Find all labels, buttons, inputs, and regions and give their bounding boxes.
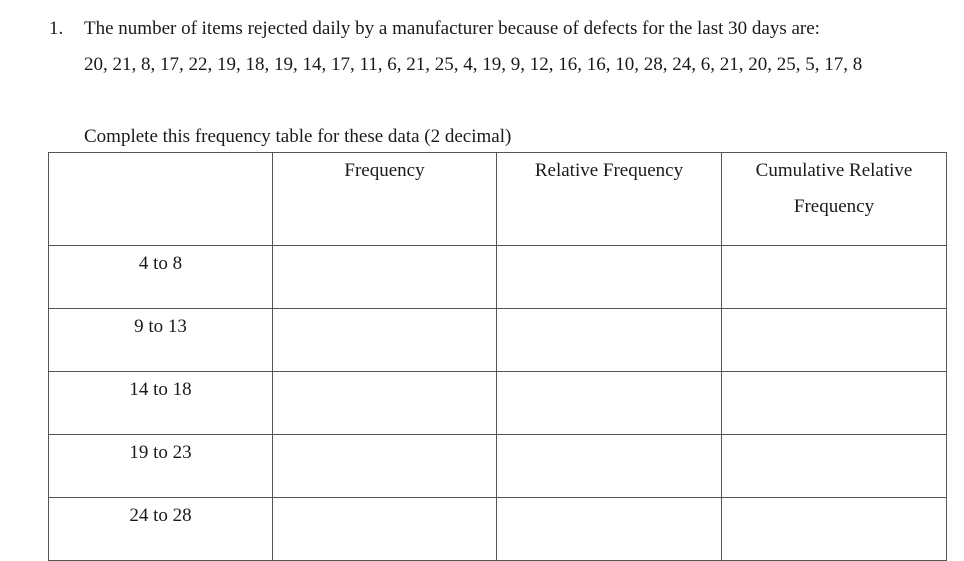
- question-data-values: 20, 21, 8, 17, 22, 19, 18, 19, 14, 17, 11, 6, 21, 25, 4, 19, 9, 12, 16, 16, 10, 28, 24, 6, 21, 20, 25, 5, 17, 8: [84, 54, 863, 75]
- relative-frequency-cell[interactable]: [497, 435, 722, 498]
- relative-frequency-cell[interactable]: [497, 246, 722, 309]
- header-cumulative-line-1: Cumulative Relative: [755, 160, 913, 181]
- frequency-cell[interactable]: [273, 309, 497, 372]
- relative-frequency-cell[interactable]: [497, 372, 722, 435]
- relative-frequency-cell[interactable]: [497, 309, 722, 372]
- table-instruction: Complete this frequency table for these data (2 decimal): [84, 126, 512, 147]
- table-row: [49, 246, 947, 309]
- header-cumulative-relative-frequency: [722, 153, 947, 246]
- class-range-cell: 14 to 18: [49, 372, 273, 435]
- cumulative-relative-frequency-cell[interactable]: [722, 309, 947, 372]
- table-row: [49, 309, 947, 372]
- relative-frequency-cell[interactable]: [497, 498, 722, 561]
- cumulative-relative-frequency-cell[interactable]: [722, 372, 947, 435]
- frequency-cell[interactable]: [273, 498, 497, 561]
- frequency-cell[interactable]: [273, 372, 497, 435]
- header-relative-frequency: Relative Frequency: [497, 153, 722, 246]
- cumulative-relative-frequency-cell[interactable]: [722, 435, 947, 498]
- table-row: [49, 372, 947, 435]
- question-number: 1.: [49, 18, 64, 39]
- question-text: The number of items rejected daily by a manufacturer because of defects for the last 30 days are:: [84, 18, 820, 39]
- header-frequency: Frequency: [273, 153, 497, 246]
- class-range-cell: 9 to 13: [49, 309, 273, 372]
- frequency-cell[interactable]: [273, 435, 497, 498]
- frequency-cell[interactable]: [273, 246, 497, 309]
- table-row: [49, 435, 947, 498]
- header-cumulative-line-2: Frequency: [793, 196, 875, 217]
- table-header-row: [49, 153, 947, 246]
- class-range-cell: 19 to 23: [49, 435, 273, 498]
- cumulative-relative-frequency-cell[interactable]: [722, 498, 947, 561]
- class-range-cell: 4 to 8: [49, 246, 273, 309]
- header-class-cell: [49, 153, 273, 246]
- cumulative-relative-frequency-cell[interactable]: [722, 246, 947, 309]
- table-row: [49, 498, 947, 561]
- frequency-table: [48, 152, 947, 561]
- class-range-cell: 24 to 28: [49, 498, 273, 561]
